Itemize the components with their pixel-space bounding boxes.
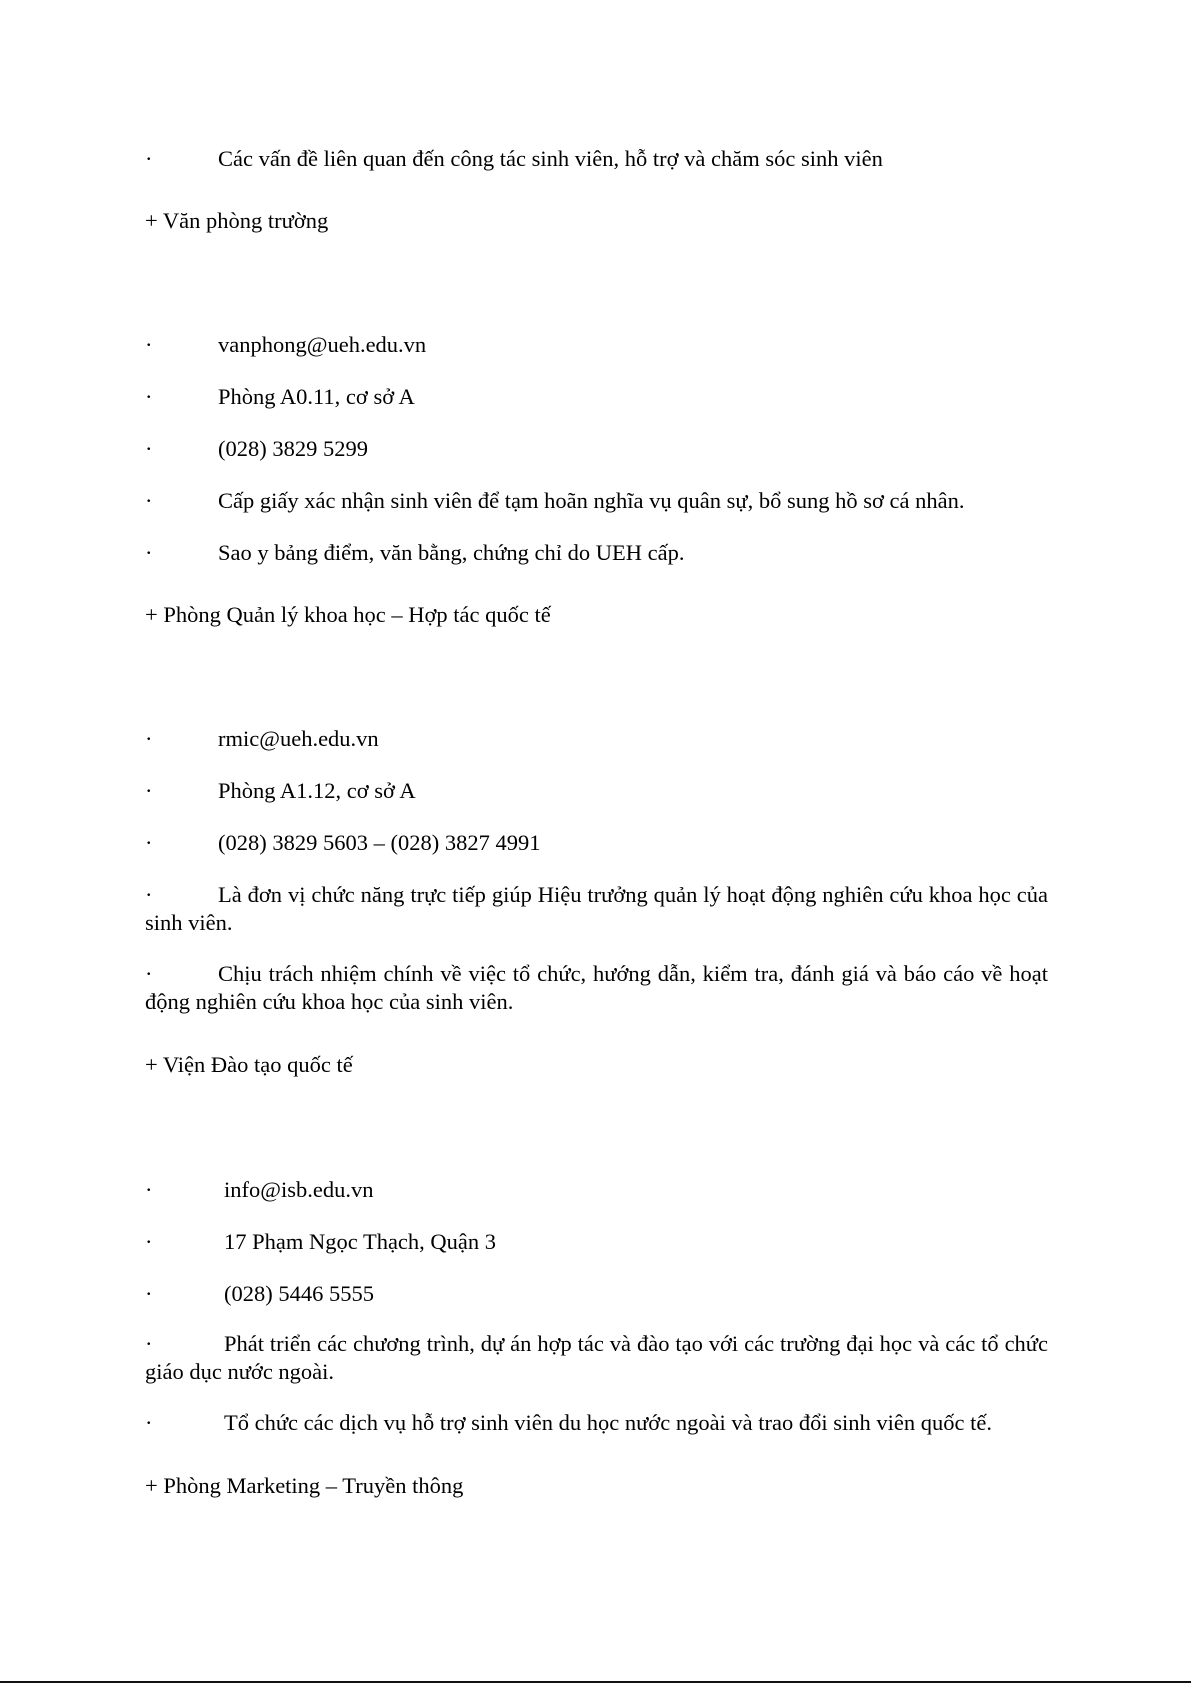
email-text: info@isb.edu.vn xyxy=(224,1177,374,1202)
phone-text: (028) 5446 5555 xyxy=(224,1281,374,1306)
section-heading-van-phong: + Văn phòng trường xyxy=(145,208,329,233)
bullet-icon: · xyxy=(145,332,153,357)
page-bottom-divider xyxy=(0,1681,1191,1683)
bullet-icon: · xyxy=(145,384,153,409)
section-heading-qlkh: + Phòng Quản lý khoa học – Hợp tác quốc tế xyxy=(145,602,551,627)
bullet-icon: · xyxy=(145,726,153,751)
isb-address-item xyxy=(145,1228,1048,1256)
isb-duty-item xyxy=(145,1409,1048,1437)
van-phong-duty-item xyxy=(145,539,1048,567)
bullet-icon: · xyxy=(145,436,153,461)
bullet-icon: · xyxy=(145,778,153,803)
section-heading-marketing: + Phòng Marketing – Truyền thông xyxy=(145,1473,464,1498)
address-text: Phòng A0.11, cơ sở A xyxy=(218,384,415,409)
bullet-icon: · xyxy=(145,488,153,513)
email-text: vanphong@ueh.edu.vn xyxy=(218,332,427,357)
email-text: rmic@ueh.edu.vn xyxy=(218,726,379,751)
bullet-text: Các vấn đề liên quan đến công tác sinh viên, hỗ trợ và chăm sóc sinh viên xyxy=(218,146,883,171)
address-text: Phòng A1.12, cơ sở A xyxy=(218,778,416,803)
duty-text: Chịu trách nhiệm chính về việc tổ chức, hướng dẫn, kiểm tra, đánh giá và báo cáo về hoạt động nghiên cứu khoa học của sinh viên. xyxy=(145,961,1048,1014)
qlkh-email-item xyxy=(145,725,1048,753)
bullet-icon: · xyxy=(145,540,153,565)
bullet-icon: · xyxy=(145,1331,153,1356)
student-affairs-item xyxy=(145,145,1048,173)
bullet-icon: · xyxy=(145,1281,153,1306)
bullet-icon: · xyxy=(145,882,153,907)
qlkh-duty-paragraph xyxy=(145,881,1048,937)
van-phong-address-item xyxy=(145,383,1048,411)
bullet-icon: · xyxy=(145,146,153,171)
section-heading-isb: + Viện Đào tạo quốc tế xyxy=(145,1052,353,1077)
van-phong-email-item xyxy=(145,331,1048,359)
bullet-icon: · xyxy=(145,1410,153,1435)
van-phong-duty-item xyxy=(145,487,1048,515)
qlkh-address-item xyxy=(145,777,1048,805)
isb-phone-item xyxy=(145,1280,1048,1308)
bullet-icon: · xyxy=(145,961,153,986)
duty-text: Sao y bảng điểm, văn bằng, chứng chỉ do UEH cấp. xyxy=(218,540,685,565)
duty-text: Là đơn vị chức năng trực tiếp giúp Hiệu trưởng quản lý hoạt động nghiên cứu khoa học của sinh viên. xyxy=(145,882,1048,935)
isb-email-item xyxy=(145,1176,1048,1204)
bullet-icon: · xyxy=(145,1229,153,1254)
isb-duty-paragraph xyxy=(145,1330,1048,1386)
duty-text: Phát triển các chương trình, dự án hợp tác và đào tạo với các trường đại học và các tổ chức giáo dục nước ngoài. xyxy=(145,1331,1048,1384)
van-phong-phone-item xyxy=(145,435,1048,463)
duty-text: Cấp giấy xác nhận sinh viên để tạm hoãn nghĩa vụ quân sự, bổ sung hồ sơ cá nhân. xyxy=(218,488,965,513)
duty-text: Tổ chức các dịch vụ hỗ trợ sinh viên du học nước ngoài và trao đổi sinh viên quốc tế. xyxy=(224,1410,992,1435)
qlkh-phone-item xyxy=(145,829,1048,857)
qlkh-duty-paragraph xyxy=(145,960,1048,1016)
bullet-icon: · xyxy=(145,830,153,855)
phone-text: (028) 3829 5603 – (028) 3827 4991 xyxy=(218,830,541,855)
phone-text: (028) 3829 5299 xyxy=(218,436,368,461)
bullet-icon: · xyxy=(145,1177,153,1202)
address-text: 17 Phạm Ngọc Thạch, Quận 3 xyxy=(224,1229,497,1254)
